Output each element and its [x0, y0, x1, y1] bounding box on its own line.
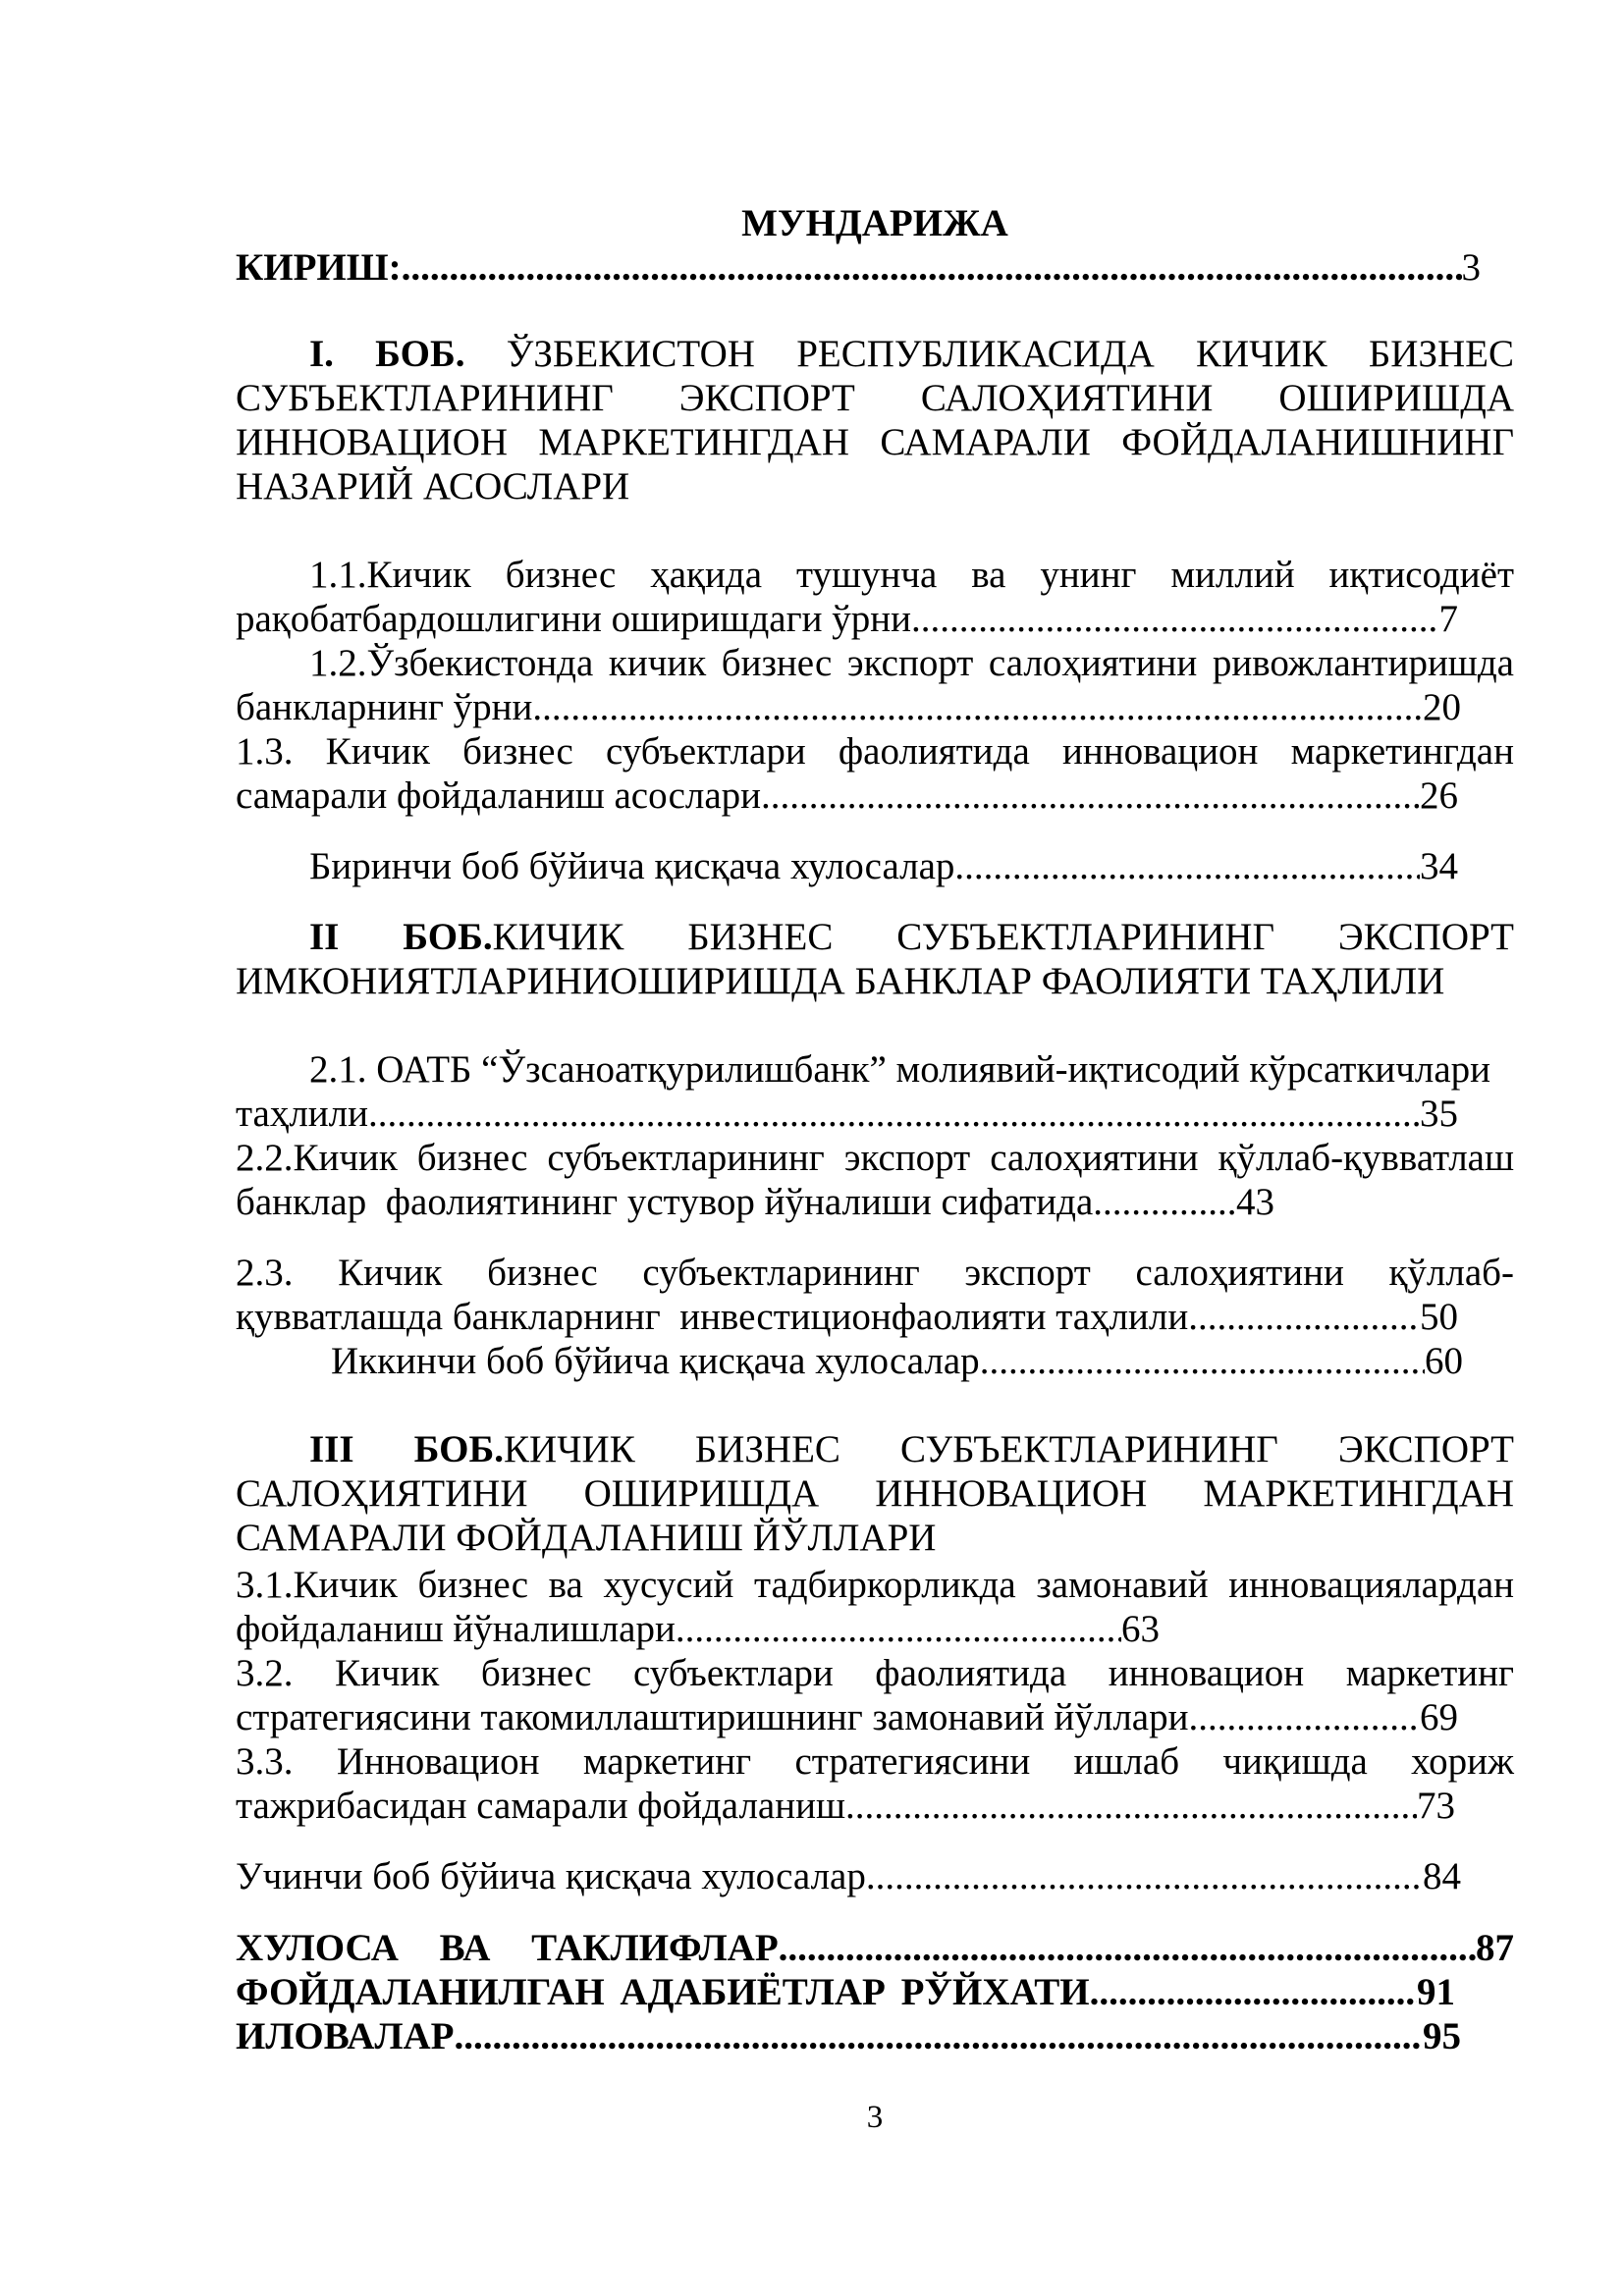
toc-page-number: 43	[1236, 1181, 1274, 1223]
chapter-1-prefix: I. БОБ.	[309, 333, 465, 375]
toc-entry-2-3-line	[236, 1295, 1458, 1339]
toc-page-number: 20	[1423, 686, 1461, 728]
toc-entry-chapter-3-summary	[236, 1854, 1461, 1898]
dot-leader	[455, 2014, 1424, 2058]
dot-leader	[866, 1854, 1423, 1898]
toc-entry-appendices	[236, 2014, 1461, 2058]
toc-entry-references	[236, 1970, 1455, 2014]
chapter-3-heading-text: КИЧИК БИЗНЕС СУБЪЕКТЛАРИНИНГ ЭКСПОРТ	[504, 1428, 1514, 1470]
toc-entry-label: банкларнинг ўрни	[236, 686, 533, 728]
toc-entry-label: Учинчи боб бўйича қисқача хулосалар	[236, 1855, 866, 1897]
toc-entry-3-3-line	[236, 1784, 1455, 1828]
toc-entry-2-1-line: 2.1. ОАТБ “Ўзсаноатқурилишбанк” молиявий-иқтисодий кўрсаткичлари	[309, 1048, 1491, 1091]
table-of-contents	[236, 201, 1514, 2058]
toc-entry-2-2-line: 2.2.Кичик бизнес субъектларининг экспорт салоҳиятини қўллаб-қувватлаш	[236, 1137, 1514, 1179]
toc-entry-chapter-2-summary	[236, 1339, 1463, 1383]
chapter-1-heading-text: ЎЗБЕКИСТОН РЕСПУБЛИКАСИДА КИЧИК БИЗНЕС	[506, 333, 1514, 375]
chapter-3-heading-line	[236, 1427, 1514, 1471]
page-number: 3	[866, 2100, 884, 2135]
chapter-1-heading-line: ИННОВАЦИОН МАРКЕТИНГДАН САМАРАЛИ ФОЙДАЛАНИШНИНГ	[236, 421, 1514, 463]
dot-leader	[1188, 1695, 1420, 1739]
chapter-2-heading-text: КИЧИК БИЗНЕС СУБЪЕКТЛАРИНИНГ ЭКСПОРТ	[492, 916, 1514, 958]
toc-entry-1-1-line: 1.1.Кичик бизнес ҳақида тушунча ва унинг миллий иқтисодиёт	[309, 554, 1514, 596]
toc-entry-intro	[236, 245, 1481, 290]
toc-entry-2-3-line: 2.3. Кичик бизнес субъектларининг экспорт салоҳиятини қўллаб-	[236, 1252, 1514, 1294]
chapter-1-heading-line: НАЗАРИЙ АСОСЛАРИ	[236, 465, 630, 507]
toc-entry-conclusion	[236, 1926, 1514, 1970]
toc-page-number: 26	[1420, 774, 1458, 817]
toc-entry-label: ХУЛОСА ВА ТАКЛИФЛАР	[236, 1927, 779, 1969]
toc-entry-label: таҳлили	[236, 1093, 368, 1135]
toc-page-number: 84	[1423, 1855, 1461, 1897]
toc-entry-2-1-line	[236, 1092, 1458, 1136]
toc-entry-3-1-line: 3.1.Кичик бизнес ва хусусий тадбиркорликда замонавий инновациялардан	[236, 1564, 1514, 1606]
toc-entry-1-3-line	[236, 774, 1458, 818]
chapter-3-prefix: III БОБ.	[309, 1428, 505, 1470]
toc-entry-2-2-line	[236, 1180, 1274, 1224]
toc-entry-3-3-line: 3.3. Инновацион маркетинг стратегиясини ишлаб чиқишда хориж	[236, 1740, 1514, 1783]
toc-entry-label: тажрибасидан самарали фойдаланиш	[236, 1785, 845, 1827]
dot-leader	[954, 844, 1420, 888]
toc-page-number: 69	[1420, 1696, 1458, 1738]
toc-page-number: 95	[1423, 2015, 1461, 2057]
toc-entry-label: самарали фойдаланиш асослари	[236, 774, 762, 817]
dot-leader	[532, 685, 1423, 729]
toc-entry-label: ИЛОВАЛАР	[236, 2015, 455, 2057]
toc-page-number: 34	[1420, 845, 1458, 887]
chapter-3-heading-line: САМАРАЛИ ФОЙДАЛАНИШ ЙЎЛЛАРИ	[236, 1517, 937, 1559]
toc-entry-label: Биринчи боб бўйича қисқача хулосалар	[309, 845, 955, 887]
toc-entry-3-1-line	[236, 1607, 1160, 1651]
toc-page-number: 50	[1420, 1296, 1458, 1338]
toc-page-number: 60	[1425, 1340, 1463, 1382]
toc-page-number: 3	[1461, 246, 1481, 289]
toc-entry-1-1-line	[236, 597, 1458, 641]
toc-entry-label: ФОЙДАЛАНИЛГАН АДАБИЁТЛАР РЎЙХАТИ	[236, 1971, 1090, 2013]
chapter-1-heading-line	[236, 332, 1514, 376]
chapter-2-heading-line: ИМКОНИЯТЛАРИНИОШИРИШДА БАНКЛАР ФАОЛИЯТИ ТАҲЛИЛИ	[236, 960, 1445, 1002]
toc-entry-label: қувватлашда банкларнинг инвестиционфаолияти таҳлили	[236, 1296, 1189, 1338]
toc-page-number: 63	[1121, 1608, 1160, 1650]
toc-entry-label: стратегиясини такомиллаштиришнинг замонавий йўллари	[236, 1696, 1189, 1738]
dot-leader	[911, 597, 1439, 641]
toc-entry-1-2-line	[236, 685, 1461, 729]
toc-page-number: 7	[1438, 598, 1458, 640]
dot-leader	[980, 1339, 1425, 1383]
dot-leader	[368, 1092, 1420, 1136]
toc-entry-label: банклар фаолиятининг устувор йўналиши сифатида	[236, 1181, 1094, 1223]
toc-entry-label: фойдаланиш йўналишлари	[236, 1608, 676, 1650]
toc-entry-1-2-line: 1.2.Ўзбекистонда кичик бизнес экспорт салоҳиятини ривожлантиришда	[309, 642, 1514, 684]
dot-leader	[845, 1784, 1417, 1828]
dot-leader	[761, 774, 1420, 818]
toc-entry-3-2-line	[236, 1695, 1458, 1739]
chapter-2-heading-line	[236, 915, 1514, 959]
dot-leader	[676, 1607, 1121, 1651]
toc-entry-label: Иккинчи боб бўйича қисқача хулосалар	[331, 1340, 980, 1382]
dot-leader	[402, 245, 1462, 290]
chapter-1-heading-line: СУБЪЕКТЛАРИНИНГ ЭКСПОРТ САЛОҲИЯТИНИ ОШИРИШДА	[236, 377, 1514, 419]
toc-entry-1-3-line: 1.3. Кичик бизнес субъектлари фаолиятида инновацион маркетингдан	[236, 730, 1514, 773]
chapter-2-prefix: II БОБ.	[309, 916, 493, 958]
toc-page-number: 73	[1417, 1785, 1455, 1827]
toc-entry-chapter-1-summary	[236, 844, 1458, 888]
dot-leader	[779, 1926, 1476, 1970]
toc-page-number: 35	[1420, 1093, 1458, 1135]
dot-leader	[1093, 1180, 1236, 1224]
page-title: МУНДАРИЖА	[741, 202, 1008, 244]
toc-entry-3-2-line: 3.2. Кичик бизнес субъектлари фаолиятида инновацион маркетинг	[236, 1652, 1514, 1694]
dot-leader	[1090, 1970, 1417, 2014]
toc-page-number: 91	[1417, 1971, 1455, 2013]
chapter-3-heading-line: САЛОҲИЯТИНИ ОШИРИШДА ИННОВАЦИОН МАРКЕТИНГДАН	[236, 1472, 1514, 1515]
toc-page-number: 87	[1476, 1927, 1514, 1969]
toc-entry-label: рақобатбардошлигини оширишдаги ўрни	[236, 598, 911, 640]
toc-entry-label: КИРИШ:	[236, 246, 402, 289]
dot-leader	[1188, 1295, 1420, 1339]
